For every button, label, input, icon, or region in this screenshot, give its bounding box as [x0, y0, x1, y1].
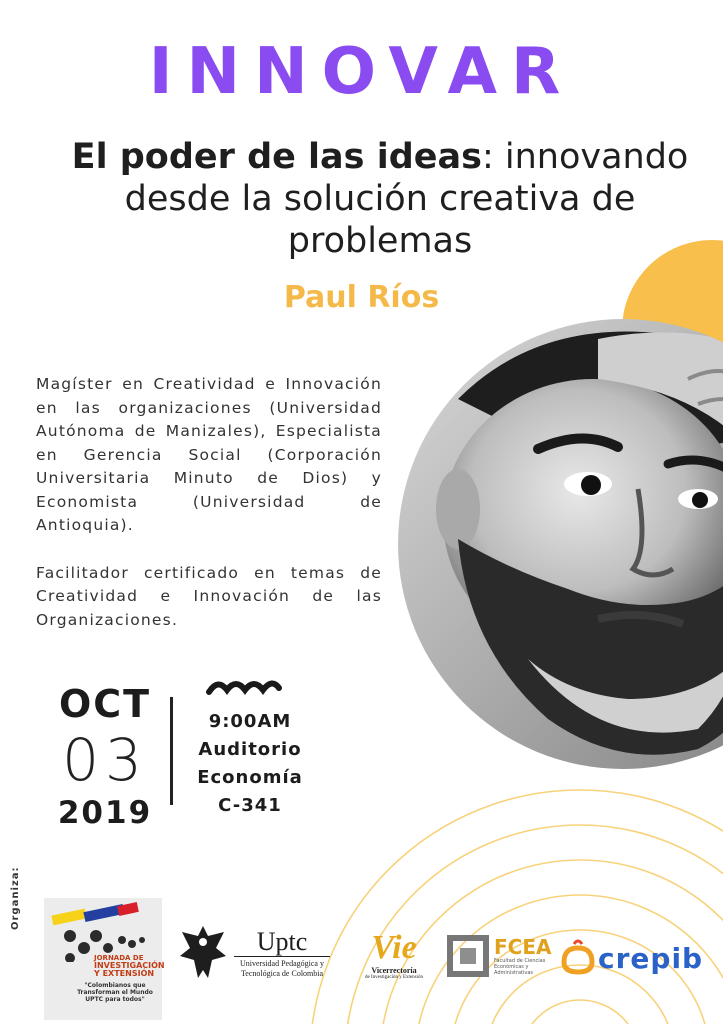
- wave-icon: [206, 676, 282, 698]
- talk-title-rest: : innovando desde la solución creativa de problemas: [124, 137, 689, 261]
- speaker-name: Paul Ríos: [283, 280, 440, 315]
- fcea-name: FCEA: [494, 935, 552, 959]
- jornada-emblem-icon: [44, 902, 162, 962]
- jornada-logo: [44, 898, 165, 1020]
- fcea-logo: [494, 936, 552, 976]
- event-month: OCT: [58, 682, 152, 726]
- uptc-eagle-icon: [178, 922, 228, 984]
- uptc-line-2: Tecnológica de Colombia: [240, 969, 324, 978]
- brand-title: INNOVAR: [148, 35, 575, 109]
- date-divider: [170, 697, 173, 805]
- bio-paragraph-1: Magíster en Creatividad e Innovación en las organizaciones (Universidad Autónoma de Manizales), Especialista en Gerencia Social (Corporación Universitaria Minuto de Dios) y Economista (Universidad de Antioquia).: [36, 375, 382, 534]
- bio-paragraph-2: Facilitador certificado en temas de Creatividad e Innovación de las Organizaciones.: [36, 563, 382, 629]
- event-details: [185, 708, 315, 820]
- speaker-bio: [36, 373, 382, 656]
- event-year: 2019: [57, 795, 153, 831]
- organiza-label: Organiza:: [10, 866, 21, 930]
- event-venue-line-2: Economía: [197, 767, 303, 788]
- event-time: 9:00AM: [208, 711, 292, 732]
- jornada-line-3: Y EXTENSIÓN: [94, 969, 155, 978]
- fcea-line-1: Facultad de Ciencias: [494, 958, 546, 964]
- fcea-emblem-icon: [446, 934, 490, 978]
- talk-title-bold: El poder de las ideas: [71, 137, 482, 177]
- vie-logo: [355, 930, 433, 981]
- event-day: 03: [62, 726, 148, 794]
- event-room: C-341: [218, 795, 282, 816]
- talk-title: [40, 136, 720, 262]
- uptc-logo: [234, 928, 330, 979]
- event-venue-line-1: Auditorio: [198, 739, 302, 760]
- jornada-line-2: INVESTIGACIÓN: [94, 961, 165, 970]
- crepib-emblem-icon: [558, 938, 598, 978]
- jornada-tagline: "Colombianos que Transforman el Mundo UPTC para todos": [77, 982, 153, 1003]
- crepib-name: crepib: [598, 942, 704, 975]
- uptc-name: Uptc: [256, 927, 308, 956]
- jornada-line-1: JORNADA DE: [94, 954, 144, 962]
- fcea-line-2: Económicas y Administrativas: [494, 964, 533, 976]
- vie-line-2: de Investigación y Extensión: [365, 975, 423, 980]
- vie-name: Vie: [371, 929, 417, 966]
- vie-line-1: Vicerrectoría: [371, 966, 417, 975]
- uptc-line-1: Universidad Pedagógica y: [234, 956, 330, 969]
